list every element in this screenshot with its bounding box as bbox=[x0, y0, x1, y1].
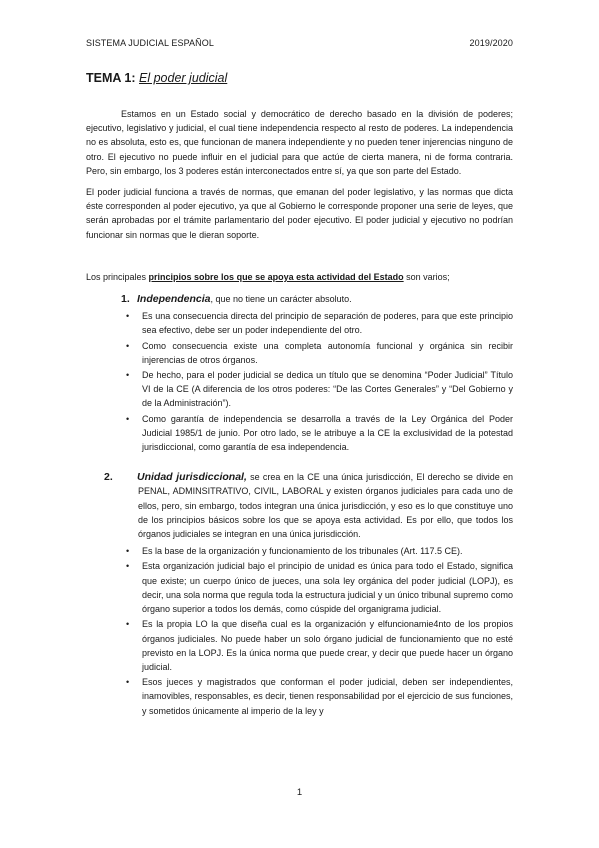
bullet-icon: • bbox=[126, 340, 130, 351]
bullet-icon: • bbox=[126, 413, 130, 424]
bullet-list bbox=[121, 544, 513, 717]
list-item bbox=[121, 559, 513, 616]
topic-prefix: TEMA 1: bbox=[86, 71, 140, 85]
principle-text: se crea en la CE una única jurisdicción, El derecho se divide en PENAL, ADMINSITRATIVO, CIVIL, LABORAL y existen órganos judiciales para cada uno de ellos, pero, sin embargo, todos integran una única jurisdicción, y eso es lo que constituye uno de los principios básicos sobre los que se apoya esta actividad. Es por ello, que todos los órganos judiciales se integran en una única jurisdicción. bbox=[138, 472, 513, 540]
list-item bbox=[121, 309, 513, 337]
list-item-text: Como garantía de independencia se desarrolla a través de la Ley Orgánica del Poder Judicial 1985/1 de junio. Por otro lado, se le atribuye a la CE la exclusividad de la potestad jurisdiccional, como garantía de esa independencia. bbox=[142, 413, 513, 453]
bullet-icon: • bbox=[126, 311, 130, 322]
principle-item bbox=[86, 470, 513, 717]
bullet-icon: • bbox=[126, 546, 130, 557]
paragraph: El poder judicial funciona a través de normas, que emanan del poder legislativo, y las normas que dicta éste corresponden al poder ejecutivo, ya que al Gobierno le corresponde proponer una serie de leyes, que serán aprobadas por el trámite parlamentario del poder ejecutivo. El poder judicial y ejecutivo no podrían funcionar sin normas que le dieran soporte. bbox=[86, 187, 513, 240]
list-item bbox=[121, 617, 513, 674]
list-item-text: Es la propia LO la que diseña cual es la organización y elfuncionamie4nto de los propios órganos judiciales. No puede haber un solo órgano judicial de funcionamiento que no esté previsto en la LOPJ. Es la única norma que puede crear, y decir que puede hacer un órgano judicial. bbox=[142, 619, 513, 672]
paragraph: Estamos en un Estado social y democrático de derecho basado en la división de poderes; ejecutivo, legislativo y judicial, el cual tiene independencia respecto al resto de poderes. La independencia no es absoluta, esto es, que funcionan de manera independiente y no pueden tener injerencias ninguno de otro. El ejecutivo no puede influir en el judicial para que actúe de cierta manera, ni de forma contraria. Pero, sin embargo, los 3 poderes están interconectados entre sí, ya que son parte del Estado. bbox=[86, 109, 513, 176]
list-item-text: Es una consecuencia directa del principio de separación de poderes, para que este principio sea efectivo, debe ser un poder independiente del otro. bbox=[142, 311, 513, 336]
topic-subject: El poder judicial bbox=[139, 71, 228, 85]
principle-heading bbox=[121, 292, 513, 306]
document-body bbox=[86, 107, 513, 719]
intro-text-end: son varios; bbox=[403, 271, 450, 282]
bullet-icon: • bbox=[126, 370, 130, 381]
page-number: 1 bbox=[296, 787, 303, 798]
bullet-list bbox=[121, 309, 513, 454]
intro-text: Los principales bbox=[86, 271, 149, 282]
bullet-icon: • bbox=[126, 677, 130, 688]
header-year: 2019/2020 bbox=[469, 38, 513, 48]
page-header bbox=[86, 38, 513, 48]
principle-term: Independencia bbox=[137, 293, 211, 306]
intro-underlined: principios sobre los que se apoya esta actividad del Estado bbox=[148, 271, 404, 282]
header-course: SISTEMA JUDICIAL ESPAÑOL bbox=[86, 38, 214, 48]
principle-term: Unidad jurisdiccional, bbox=[137, 471, 247, 484]
list-item-text: De hecho, para el poder judicial se dedica un título que se denomina “Poder Judicial” Título VI de la CE (A diferencia de los otros poderes: “De las Cortes Generales” y “Del Gobierno y de la Administración”). bbox=[142, 370, 513, 409]
list-item-text: Como consecuencia existe una completa autonomía funcional y orgánica sin recibir injerencias de otros órganos. bbox=[142, 340, 513, 365]
list-item-text: Esos jueces y magistrados que conforman el poder judicial, deben ser independientes, inamovibles, responsables, es decir, tienen responsabilidad por el ejercicio de sus funciones, y sometidos únicamente al imperio de la ley y bbox=[142, 677, 513, 716]
principle-number: 2. bbox=[104, 471, 113, 484]
list-item bbox=[121, 339, 513, 367]
list-item bbox=[121, 412, 513, 455]
list-item bbox=[121, 544, 513, 558]
bullet-icon: • bbox=[126, 619, 130, 630]
principle-text: , que no tiene un carácter absoluto. bbox=[210, 294, 352, 305]
principles-intro bbox=[86, 270, 513, 284]
list-item-text: Es la base de la organización y funcionamiento de los tribunales (Art. 117.5 CE). bbox=[142, 546, 463, 557]
principle-item bbox=[86, 292, 513, 454]
list-item bbox=[121, 368, 513, 411]
list-item bbox=[121, 675, 513, 718]
principle-number: 1. bbox=[121, 293, 130, 306]
bullet-icon: • bbox=[126, 561, 130, 572]
principle-heading bbox=[104, 470, 513, 541]
topic-title bbox=[86, 71, 227, 85]
list-item-text: Esta organización judicial bajo el principio de unidad es única para todo el Estado, significa que existe; un cuerpo único de jueces, una sola ley orgánica del poder judicial (LOPJ), es decir, una sola norma que regula toda la estructura judicial y un único tribunal supremo como órgano superior a todos los demás, como cúspide del organigrama judicial. bbox=[142, 561, 513, 615]
